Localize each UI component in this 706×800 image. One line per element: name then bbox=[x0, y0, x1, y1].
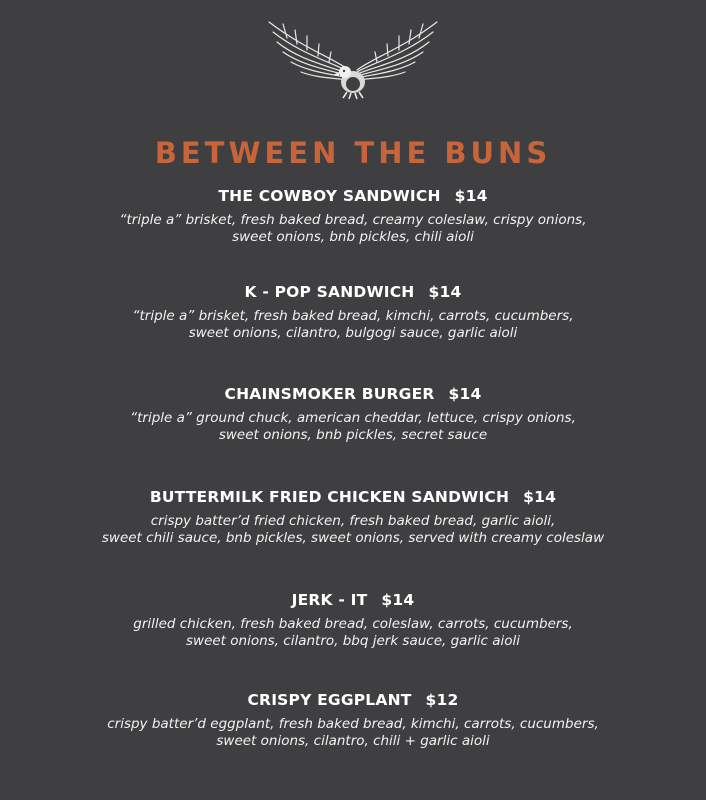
item-description-line: “triple a” ground chuck, american cheddar, lettuce, crispy onions, bbox=[130, 410, 576, 426]
item-price: $14 bbox=[428, 283, 462, 301]
menu-item bbox=[0, 690, 706, 750]
item-price: $14 bbox=[448, 385, 482, 403]
item-header bbox=[0, 487, 706, 507]
item-name: BUTTERMILK FRIED CHICKEN SANDWICH bbox=[149, 488, 510, 506]
item-description-line: sweet onions, cilantro, chili + garlic aioli bbox=[216, 733, 490, 749]
item-description-line: “triple a” brisket, fresh baked bread, kimchi, carrots, cucumbers, bbox=[132, 308, 574, 324]
item-header bbox=[0, 186, 706, 206]
item-price: $14 bbox=[523, 488, 557, 506]
item-price: $12 bbox=[425, 691, 459, 709]
item-description-line: sweet onions, bnb pickles, secret sauce bbox=[218, 427, 488, 443]
item-description-line: crispy batter’d fried chicken, fresh baked bread, garlic aioli, bbox=[150, 513, 556, 529]
item-name: THE COWBOY SANDWICH bbox=[218, 187, 441, 205]
item-description bbox=[0, 410, 706, 444]
item-header bbox=[0, 690, 706, 710]
item-name: K - POP SANDWICH bbox=[244, 283, 415, 301]
item-price: $14 bbox=[381, 591, 415, 609]
eagle-logo-icon bbox=[263, 18, 443, 100]
section-title: BETWEEN THE BUNS bbox=[154, 136, 552, 170]
item-description bbox=[0, 513, 706, 547]
item-description-line: sweet onions, cilantro, bulgogi sauce, garlic aioli bbox=[188, 325, 518, 341]
item-description-line: crispy batter’d eggplant, fresh baked bread, kimchi, carrots, cucumbers, bbox=[107, 716, 599, 732]
item-name: CRISPY EGGPLANT bbox=[247, 691, 412, 709]
menu-item bbox=[0, 282, 706, 342]
menu-item bbox=[0, 186, 706, 246]
item-description bbox=[0, 616, 706, 650]
item-price: $14 bbox=[454, 187, 488, 205]
menu-item bbox=[0, 590, 706, 650]
item-header bbox=[0, 590, 706, 610]
menu-item bbox=[0, 384, 706, 444]
item-description-line: “triple a” brisket, fresh baked bread, creamy coleslaw, crispy onions, bbox=[119, 212, 587, 228]
item-description-line: grilled chicken, fresh baked bread, coleslaw, carrots, cucumbers, bbox=[133, 616, 573, 632]
item-description-line: sweet onions, bnb pickles, chili aioli bbox=[232, 229, 474, 245]
item-description bbox=[0, 212, 706, 246]
item-description bbox=[0, 716, 706, 750]
item-name: JERK - IT bbox=[291, 591, 368, 609]
item-header bbox=[0, 282, 706, 302]
item-description-line: sweet chili sauce, bnb pickles, sweet onions, served with creamy coleslaw bbox=[101, 530, 605, 546]
item-name: CHAINSMOKER BURGER bbox=[224, 385, 435, 403]
item-description bbox=[0, 308, 706, 342]
item-description-line: sweet onions, cilantro, bbq jerk sauce, garlic aioli bbox=[186, 633, 520, 649]
item-header bbox=[0, 384, 706, 404]
menu-item bbox=[0, 487, 706, 547]
